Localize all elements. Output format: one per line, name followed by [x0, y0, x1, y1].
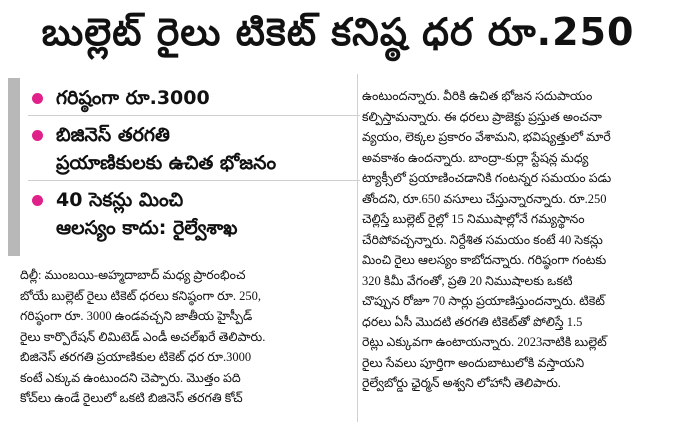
article-line: రైల్వేబోర్డు ఛైర్మన్ అశ్వని లోహానీ తెలిపారు. [362, 376, 561, 390]
article-right-column [362, 86, 668, 394]
article-line: చొప్పున రోజూ 70 సార్లు ప్రయాణిస్తుందన్నారు. టికెట్ [362, 294, 605, 308]
highlight-text: ఆలస్యం కాదు: రైల్వేశాఖ [56, 217, 238, 239]
article-line: ట్యాక్సీలో ప్రయాణించడానికి గంటన్నర సమయం పడు [362, 171, 612, 185]
article-left-column [20, 265, 354, 409]
article-line: బిజినెస్ తరగతి ప్రయాణికుల టికెట్ ధర రూ.3000 [20, 350, 252, 364]
article-line: ధరలు ఏసీ మొదటి తరగతి టికెట్‌తో పోలిస్తే 1.5 [362, 314, 583, 329]
bullet-icon [32, 93, 43, 104]
article-line: రెట్లు ఎక్కువగా ఉంటాయన్నారు. 2023నాటికి బుల్లెట్ [362, 335, 607, 349]
highlights-box [8, 78, 366, 256]
article-line: కోచ్‌లు ఉండే రైలులో ఒకటి బిజినెస్ తరగతి కోచ్ [20, 391, 243, 405]
highlight-item [20, 121, 366, 177]
bullet-icon [32, 130, 43, 141]
article-line: చెల్లిస్తే బుల్లెట్ రైల్లో 15 నిముషాల్లోనే గమ్యస్థానం [362, 212, 585, 226]
article-line: వ్యయం, లెక్కల ప్రకారం వేశామని, భవిష్యత్తులో మారే [362, 130, 611, 144]
article-line: కంటే ఎక్కువ ఉంటుందని చెప్పారు. మొత్తం పది [20, 370, 241, 385]
article-line: అవకాశం ఉందన్నారు. బాంద్రా-కుర్లా స్టేషన్ల మధ్య [362, 150, 589, 165]
article-line: మించి రైలు ఆలస్యం కాబోదన్నారు. గరిష్ఠంగా గంటకు [362, 253, 607, 267]
highlight-divider [28, 115, 360, 116]
article-line: ఉంటుందన్నారు. వీరికి ఉచిత భోజన సదుపాయం [362, 89, 593, 103]
bullet-icon [32, 195, 43, 206]
highlight-item [20, 186, 366, 242]
article-line: బోయే బుల్లెట్ రైలు టికెట్ ధరలు కనిష్ఠంగా రూ. 250, [20, 288, 262, 303]
article-line: గరిష్ఠంగా రూ. 3000 ఉండవచ్చని జాతీయ హైస్పీడ్ [20, 309, 253, 323]
highlight-item [20, 84, 366, 112]
article-line: దిల్లీ: ముంబయి-అహ్మదాబాద్ మధ్య ప్రారంభించ [20, 268, 246, 282]
article-line: తోందని, రూ.650 వసూలు చేస్తున్నారన్నారు. రూ.250 [362, 191, 607, 206]
highlight-text: ప్రయాణికులకు ఉచిత భోజనం [56, 152, 277, 174]
highlight-text: బిజినెస్ తరగతి [56, 124, 170, 146]
article-line: రైలు సేవలు పూర్తిగా అందుబాటులోకి వస్తాయని [362, 355, 585, 370]
highlight-divider [28, 180, 360, 181]
highlight-text: గరిష్ఠంగా రూ.3000 [56, 87, 210, 109]
article-line: కల్పిస్తామన్నారు. ఈ ధరలు ప్రాజెక్టు ప్రస్తుత అంచనా [362, 109, 602, 124]
article-line: 320 కిమీ వేగంతో, ప్రతి 20 నిముషాలకు ఒకటి [362, 273, 573, 288]
headline: బుల్లెట్ రైలు టికెట్ కనిష్ఠ ధర రూ.250 [41, 10, 635, 54]
column-divider [357, 74, 358, 422]
highlight-text: 40 సెకన్లు మించి [56, 189, 184, 211]
article-line: రైలు కార్పొరేషన్ లిమిటెడ్ ఎండీ అచల్‌ఖరే తెలిపారు. [20, 329, 266, 344]
article-line: చేరిపోవచ్చన్నారు. నిర్దేశిత సమయం కంటే 40 సెకన్లు [362, 232, 603, 247]
